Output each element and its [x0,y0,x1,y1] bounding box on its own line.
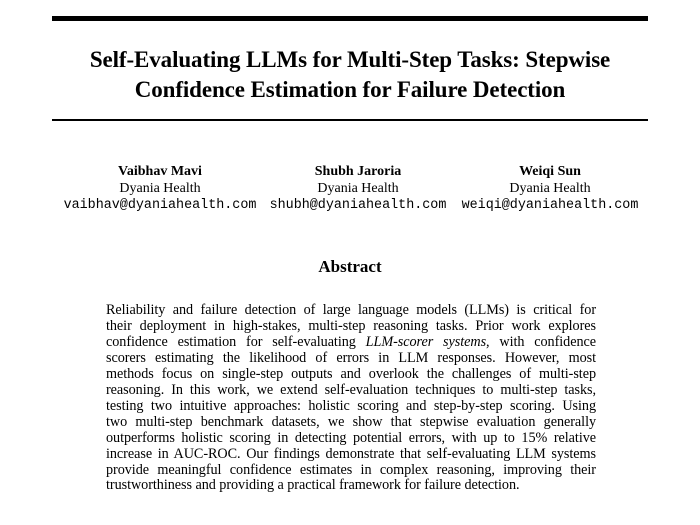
abstract-line: reasoning. In this work, we extend self-evaluation techniques to multi-step tasks, [106,381,596,398]
title-bottom-rule [52,119,648,121]
title-line-2: Confidence Estimation for Failure Detection [134,77,566,102]
author-3 [452,163,648,214]
abstract-line: Reliability and failure detection of large language models (LLMs) is critical for [106,302,596,318]
abstract-line: their deployment in high-stakes, multi-step reasoning tasks. Prior work explores [106,317,596,334]
author-affiliation: Dyania Health [317,181,399,196]
author-1 [55,163,265,214]
abstract-line: trustworthiness and providing a practical framework for failure detection. [106,477,520,494]
abstract-emphasis: LLM-scorer systems [365,333,487,350]
abstract-fragment: confidence estimation for self-evaluating [106,333,356,350]
abstract-line: scorers estimating the likelihood of errors in LLM responses. However, most [106,349,596,366]
author-name: Shubh Jaroria [314,164,402,179]
abstract-heading: Abstract [318,257,382,276]
abstract-line: increase in AUC-ROC. Our findings demonstrate that self-evaluating LLM systems [106,445,596,462]
author-email: vaibhav@dyaniahealth.com [63,198,257,213]
author-email: shubh@dyaniahealth.com [269,198,447,213]
top-rule [52,16,648,21]
abstract-line: methods focus on single-step outputs and overlook the challenges of multi-step [106,365,596,382]
abstract-fragment: , with confidence [486,333,596,350]
author-name: Vaibhav Mavi [118,164,202,179]
paper-title [40,45,660,105]
author-block [0,163,700,223]
abstract-text [106,303,596,494]
abstract-line: testing two intuitive approaches: holistic scoring and step-by-step scoring. Using [106,397,596,414]
author-affiliation: Dyania Health [509,181,591,196]
title-line-1: Self-Evaluating LLMs for Multi-Step Tasks: Stepwise [89,47,611,72]
abstract-line: outperforms holistic scoring in detecting potential errors, with up to 15% relative [106,429,596,446]
abstract-line [106,335,596,351]
abstract-line: two multi-step benchmark datasets, we show that stepwise evaluation generally [106,413,596,430]
author-name: Weiqi Sun [519,164,581,179]
author-email: weiqi@dyaniahealth.com [461,198,639,213]
abstract-line: provide meaningful confidence estimates in complex reasoning, improving their [106,461,596,478]
author-2 [258,163,458,214]
author-affiliation: Dyania Health [119,181,201,196]
